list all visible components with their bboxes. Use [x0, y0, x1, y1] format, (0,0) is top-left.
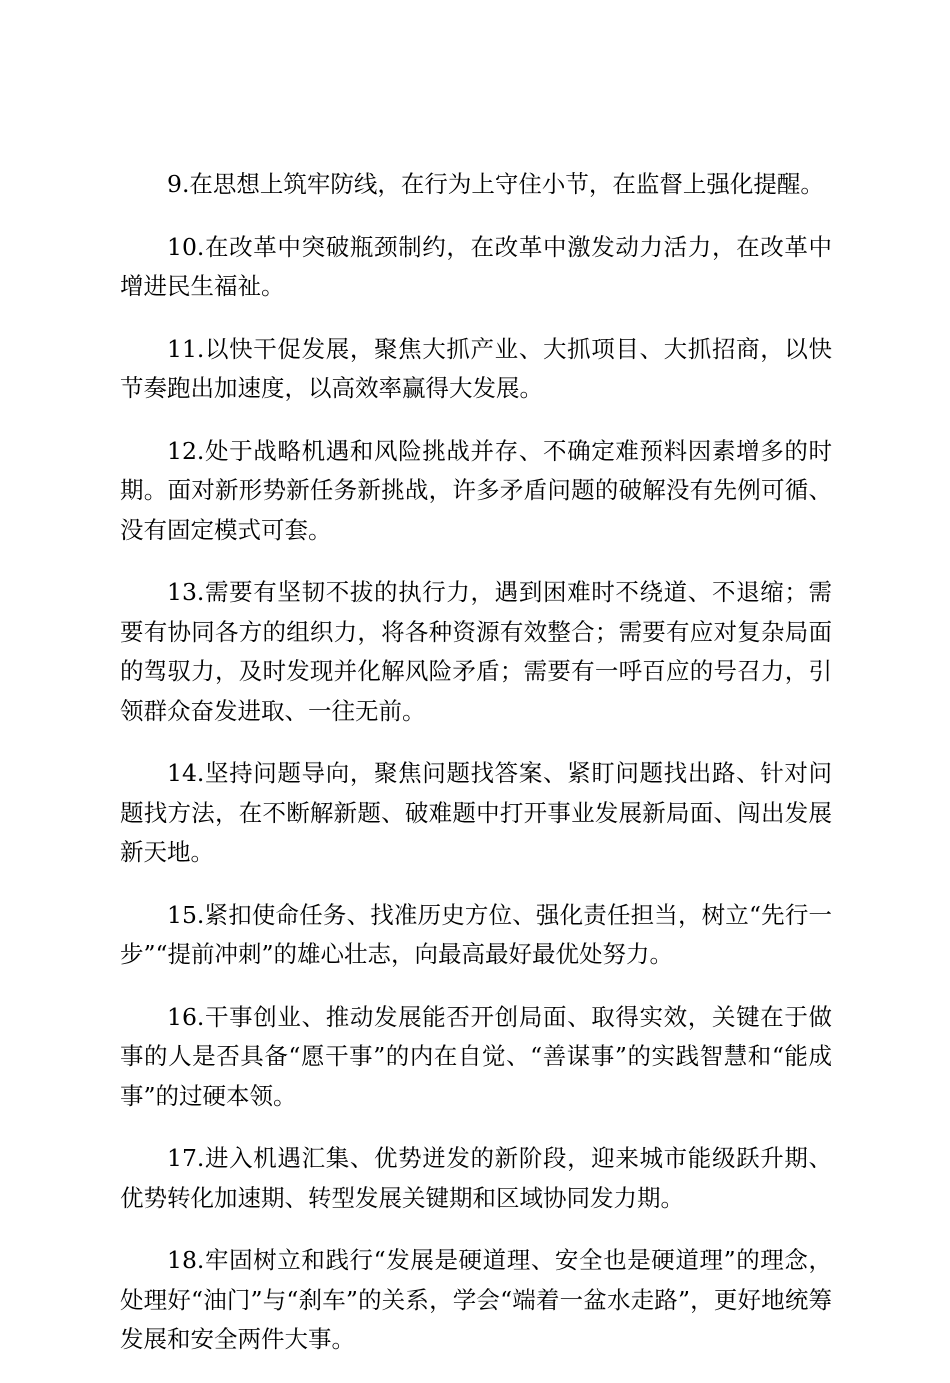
paragraph-13: 13.需要有坚韧不拔的执行力，遇到困难时不绕道、不退缩；需要有协同各方的组织力，将各种资源有效整合；需要有应对复杂局面的驾驭力，及时发现并化解风险矛盾；需要有一呼百应的号召力，引领群众奋发进取、一往无前。	[120, 578, 832, 725]
paragraph-14: 14.坚持问题导向，聚焦问题找答案、紧盯问题找出路、针对问题找方法，在不断解新题、破难题中打开事业发展新局面、闯出发展新天地。	[120, 759, 832, 866]
paragraph-16: 16.干事创业、推动发展能否开创局面、取得实效，关键在于做事的人是否具备“愿干事”的内在自觉、“善谋事”的实践智慧和“能成事”的过硬本领。	[120, 1002, 832, 1110]
paragraph-18: 18.牢固树立和践行“发展是硬道理、安全也是硬道理”的理念，处理好“油门”与“刹车”的关系，学会“端着一盆水走路”，更好地统筹发展和安全两件大事。	[120, 1246, 832, 1353]
paragraph-12: 12.处于战略机遇和风险挑战并存、不确定难预料因素增多的时期。面对新形势新任务新挑战，许多矛盾问题的破解没有先例可循、没有固定模式可套。	[120, 436, 832, 544]
paragraph-15: 15.紧扣使命任务、找准历史方位、强化责任担当，树立“先行一步”“提前冲刺”的雄心壮志，向最高最好最优处努力。	[120, 900, 832, 968]
paragraph-17: 17.进入机遇汇集、优势迸发的新阶段，迎来城市能级跃升期、优势转化加速期、转型发展关键期和区域协同发力期。	[120, 1144, 832, 1212]
paragraph-11: 11.以快干促发展，聚焦大抓产业、大抓项目、大抓招商，以快节奏跑出加速度，以高效率赢得大发展。	[120, 334, 832, 402]
document-body	[120, 165, 832, 1383]
paragraph-9: 9.在思想上筑牢防线，在行为上守住小节，在监督上强化提醒。	[167, 170, 824, 198]
paragraph-10: 10.在改革中突破瓶颈制约，在改革中激发动力活力，在改革中增进民生福祉。	[120, 232, 832, 300]
